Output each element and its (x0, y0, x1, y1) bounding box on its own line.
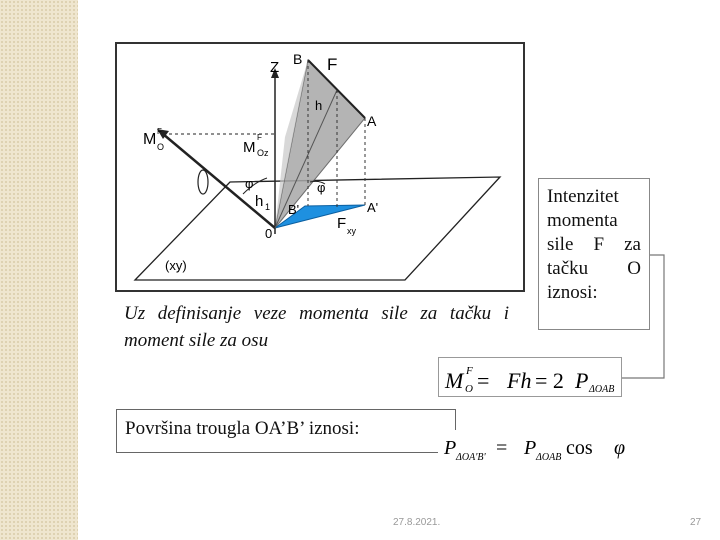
moment-intensity-text: Intenzitet momenta sile F za tačku O iznosi: (538, 178, 650, 330)
formula1-psub: ΔOAB (589, 384, 615, 395)
label-origin: 0 (265, 226, 273, 241)
page-number: 27 (690, 517, 702, 528)
area-label: Površina trougla OA’B’ iznosi: (116, 409, 456, 453)
formula1-fh: Fh (507, 368, 532, 393)
moment-formula (438, 357, 622, 397)
formula1-sub: O (465, 383, 473, 395)
label-plane: (xy) (165, 258, 187, 273)
label-phi1: φ (245, 176, 254, 191)
formula2-p2: P (524, 437, 537, 459)
formula1-eq1: = (477, 368, 490, 393)
label-h1: h (255, 193, 264, 210)
formula1-m: M (445, 368, 464, 393)
label-b: B (293, 51, 303, 67)
label-fxy-sub: xy (347, 226, 356, 236)
rotation-arrow (198, 170, 208, 194)
label-z: Z (270, 59, 280, 76)
formula2-eq: = (496, 437, 508, 459)
label-mo: M (143, 131, 157, 148)
area-formula (438, 430, 634, 466)
label-aprime: A' (367, 200, 379, 215)
label-bprime: B' (288, 202, 300, 217)
moment-diagram (115, 42, 525, 292)
formula1-p: P (575, 368, 589, 393)
label-f: F (327, 55, 338, 74)
formula2-p1: P (444, 437, 457, 459)
label-moz: M (243, 139, 256, 156)
label-fxy: F (337, 215, 347, 232)
label-moz-sub: Oz (257, 148, 269, 158)
formula2-phi: φ (614, 437, 626, 459)
label-mo-sub: O (157, 142, 165, 152)
label-mo-sup: F (157, 127, 162, 136)
label-moz-sup: F (257, 133, 262, 142)
label-phi2: φ (317, 180, 326, 195)
label-h1-sub: 1 (265, 202, 271, 212)
formula2-p1sub: ΔOA'B' (456, 452, 486, 463)
label-a: A (367, 113, 377, 129)
formula2-cos: cos (566, 437, 593, 459)
footer-date: 27.8.2021. (393, 517, 441, 528)
formula1-sup: F (466, 365, 473, 377)
label-h: h (315, 98, 323, 113)
formula2-p2sub: ΔOAB (536, 452, 562, 463)
formula1-eq2: = 2 (535, 368, 564, 393)
figure-caption: Uz definisanje veze momenta sile za tačku i moment sile za osu (124, 303, 509, 351)
